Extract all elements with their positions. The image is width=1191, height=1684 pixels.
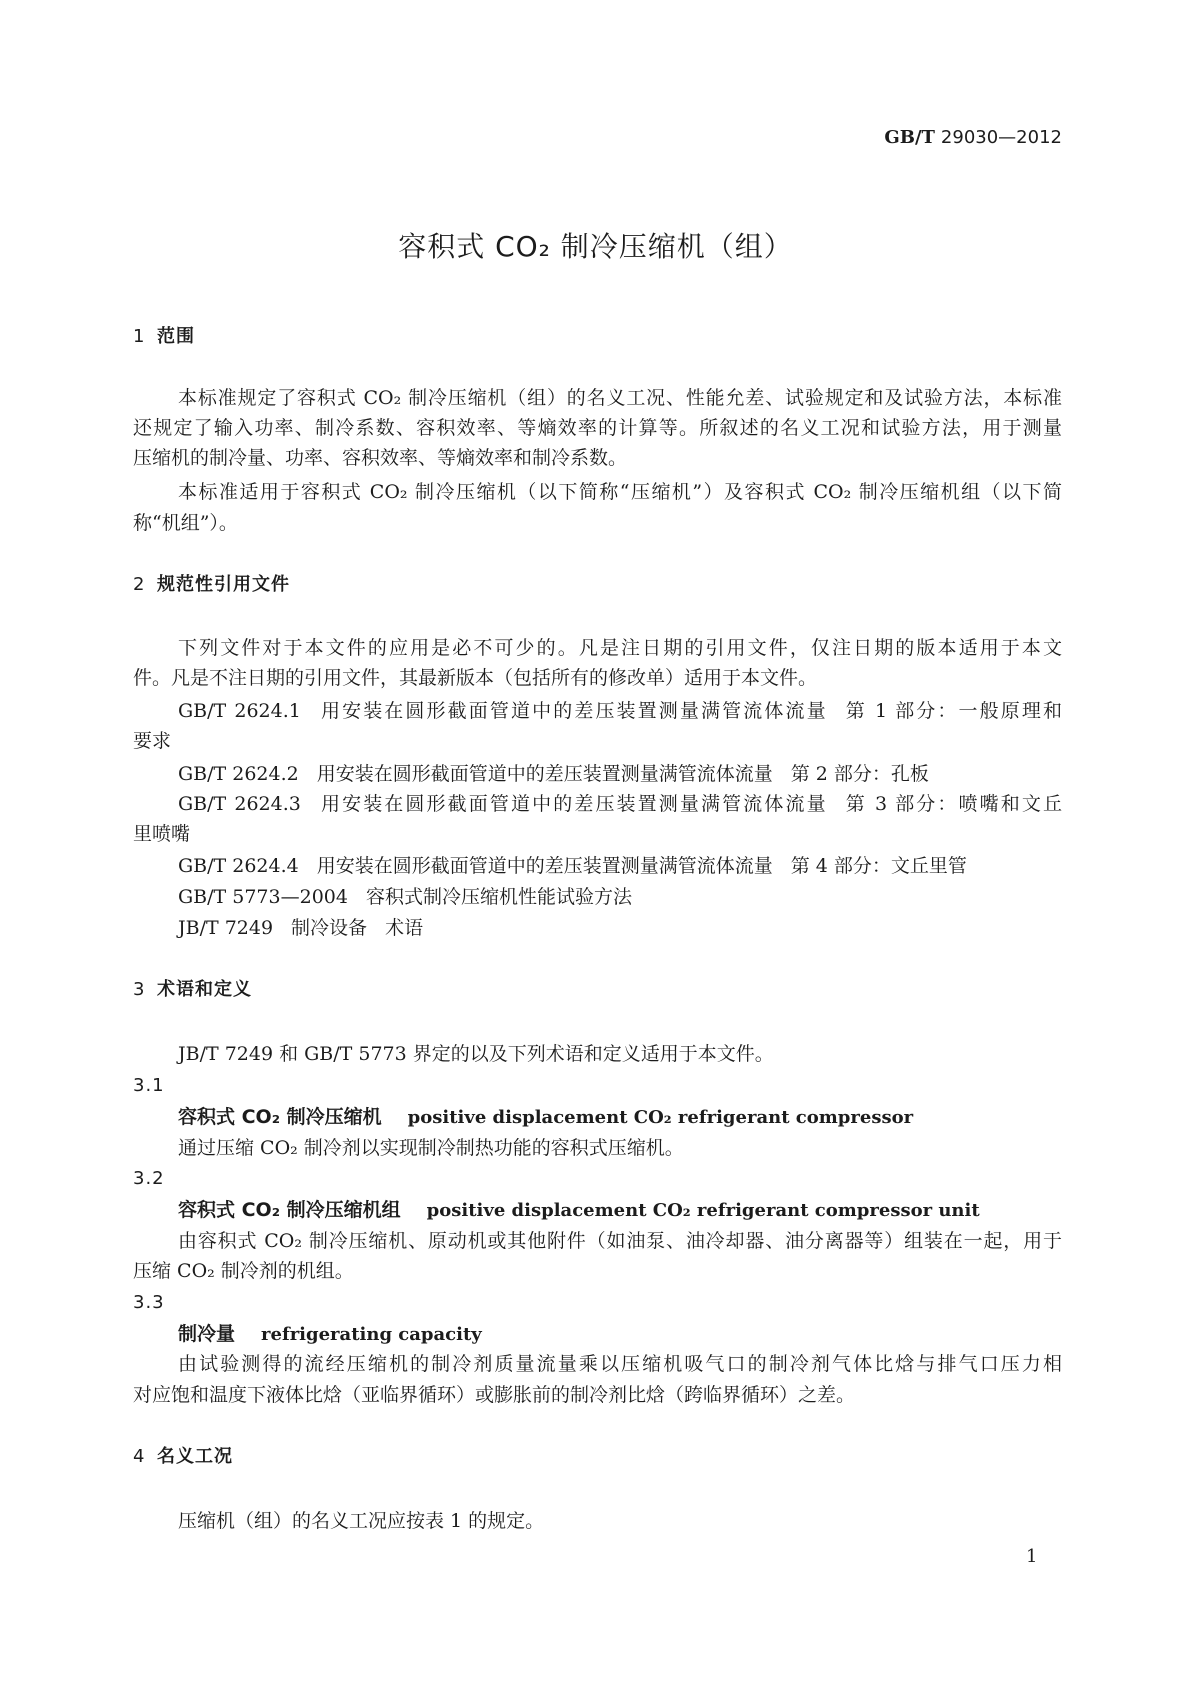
definition-line: 压缩 CO₂ 制冷剂的机组。 bbox=[133, 1260, 354, 1282]
paragraph-line: 本标准适用于容积式 CO₂ 制冷压缩机（以下简称“压缩机”）及容积式 CO₂ 制冷压缩机组（以下简 bbox=[178, 481, 1062, 503]
section-title: 规范性引用文件 bbox=[157, 574, 290, 595]
term-chinese: 容积式 CO₂ 制冷压缩机组 bbox=[178, 1199, 401, 1221]
standard-code-prefix: GB/T bbox=[884, 127, 935, 148]
reference-title: 容积式制冷压缩机性能试验方法 bbox=[365, 886, 632, 908]
clause-number: 3.2 bbox=[133, 1168, 165, 1189]
document-title: 容积式 CO₂ 制冷压缩机（组） bbox=[398, 230, 793, 263]
paragraph-line: 压缩机（组）的名义工况应按表 1 的规定。 bbox=[178, 1510, 545, 1532]
reference-code: GB/T 5773—2004 bbox=[178, 886, 348, 908]
term-english: refrigerating capacity bbox=[261, 1324, 482, 1345]
section-heading bbox=[133, 978, 252, 1002]
standard-code-header bbox=[884, 126, 1062, 150]
reference-code: GB/T 2624.4 bbox=[178, 855, 299, 877]
standard-code-number: 29030—2012 bbox=[940, 127, 1062, 148]
reference-part: 第 4 部分：文丘里管 bbox=[790, 855, 967, 877]
definition-line: 由容积式 CO₂ 制冷压缩机、原动机或其他附件（如油泵、油冷却器、油分离器等）组装在一起，用于 bbox=[178, 1230, 1062, 1252]
reference-code: GB/T 2624.2 bbox=[178, 763, 299, 785]
reference-title: 用安装在圆形截面管道中的差压装置测量满管流体流量 bbox=[318, 793, 828, 815]
reference-code: GB/T 2624.1 bbox=[178, 700, 301, 722]
reference-entry bbox=[178, 762, 1062, 786]
definition-line: 由试验测得的流经压缩机的制冷剂质量流量乘以压缩机吸气口的制冷剂气体比焓与排气口压力相 bbox=[178, 1353, 1062, 1375]
term-entry bbox=[178, 1198, 980, 1223]
clause-number: 3.3 bbox=[133, 1292, 165, 1313]
reference-part: 第 3 部分：喷嘴和文丘 bbox=[845, 793, 1062, 815]
paragraph-line: JB/T 7249 和 GB/T 5773 界定的以及下列术语和定义适用于本文件。 bbox=[178, 1043, 774, 1065]
reference-code: JB/T 7249 bbox=[178, 917, 274, 939]
section-title: 名义工况 bbox=[157, 1446, 233, 1467]
reference-entry bbox=[178, 792, 1062, 816]
reference-entry bbox=[178, 885, 1062, 909]
term-chinese: 容积式 CO₂ 制冷压缩机 bbox=[178, 1106, 382, 1128]
paragraph-line: 还规定了输入功率、制冷系数、容积效率、等熵效率的计算等。所叙述的名义工况和试验方法，用于测量 bbox=[133, 417, 1062, 439]
page-number: 1 bbox=[1026, 1546, 1038, 1567]
term-english: positive displacement CO₂ refrigerant compressor bbox=[407, 1107, 914, 1128]
section-heading bbox=[133, 325, 195, 349]
section-number: 2 bbox=[133, 574, 145, 595]
reference-title: 制冷设备 bbox=[291, 917, 368, 939]
definition-line: 通过压缩 CO₂ 制冷剂以实现制冷制热功能的容积式压缩机。 bbox=[178, 1137, 684, 1159]
reference-part: 术语 bbox=[385, 917, 424, 939]
paragraph-line: 本标准规定了容积式 CO₂ 制冷压缩机（组）的名义工况、性能允差、试验规定和及试验方法，本标准 bbox=[178, 387, 1062, 409]
reference-title: 用安装在圆形截面管道中的差压装置测量满管流体流量 bbox=[316, 855, 773, 877]
reference-part: 第 1 部分：一般原理和 bbox=[845, 700, 1062, 722]
reference-entry bbox=[178, 854, 1062, 878]
reference-title: 用安装在圆形截面管道中的差压装置测量满管流体流量 bbox=[318, 700, 828, 722]
term-english: positive displacement CO₂ refrigerant compressor unit bbox=[426, 1200, 980, 1221]
section-number: 3 bbox=[133, 979, 145, 1000]
reference-continuation: 里喷嘴 bbox=[133, 823, 191, 845]
reference-part: 第 2 部分：孔板 bbox=[790, 763, 929, 785]
section-heading bbox=[133, 573, 290, 597]
definition-line: 对应饱和温度下液体比焓（亚临界循环）或膨胀前的制冷剂比焓（跨临界循环）之差。 bbox=[133, 1384, 856, 1406]
term-chinese: 制冷量 bbox=[178, 1323, 236, 1345]
paragraph-line: 件。凡是不注日期的引用文件，其最新版本（包括所有的修改单）适用于本文件。 bbox=[133, 667, 818, 689]
paragraph-line: 称“机组”）。 bbox=[133, 512, 238, 534]
section-title: 术语和定义 bbox=[157, 979, 252, 1000]
term-entry bbox=[178, 1322, 482, 1347]
section-heading bbox=[133, 1445, 233, 1469]
reference-title: 用安装在圆形截面管道中的差压装置测量满管流体流量 bbox=[316, 763, 773, 785]
reference-code: GB/T 2624.3 bbox=[178, 793, 301, 815]
reference-continuation: 要求 bbox=[133, 730, 172, 752]
section-number: 4 bbox=[133, 1446, 145, 1467]
section-number: 1 bbox=[133, 326, 145, 347]
reference-entry bbox=[178, 916, 1062, 940]
term-entry bbox=[178, 1105, 913, 1130]
paragraph-line: 压缩机的制冷量、功率、容积效率、等熵效率和制冷系数。 bbox=[133, 447, 628, 469]
paragraph-line: 下列文件对于本文件的应用是必不可少的。凡是注日期的引用文件，仅注日期的版本适用于本文 bbox=[178, 637, 1062, 659]
reference-entry bbox=[178, 699, 1062, 723]
section-title: 范围 bbox=[157, 326, 195, 347]
clause-number: 3.1 bbox=[133, 1075, 165, 1096]
